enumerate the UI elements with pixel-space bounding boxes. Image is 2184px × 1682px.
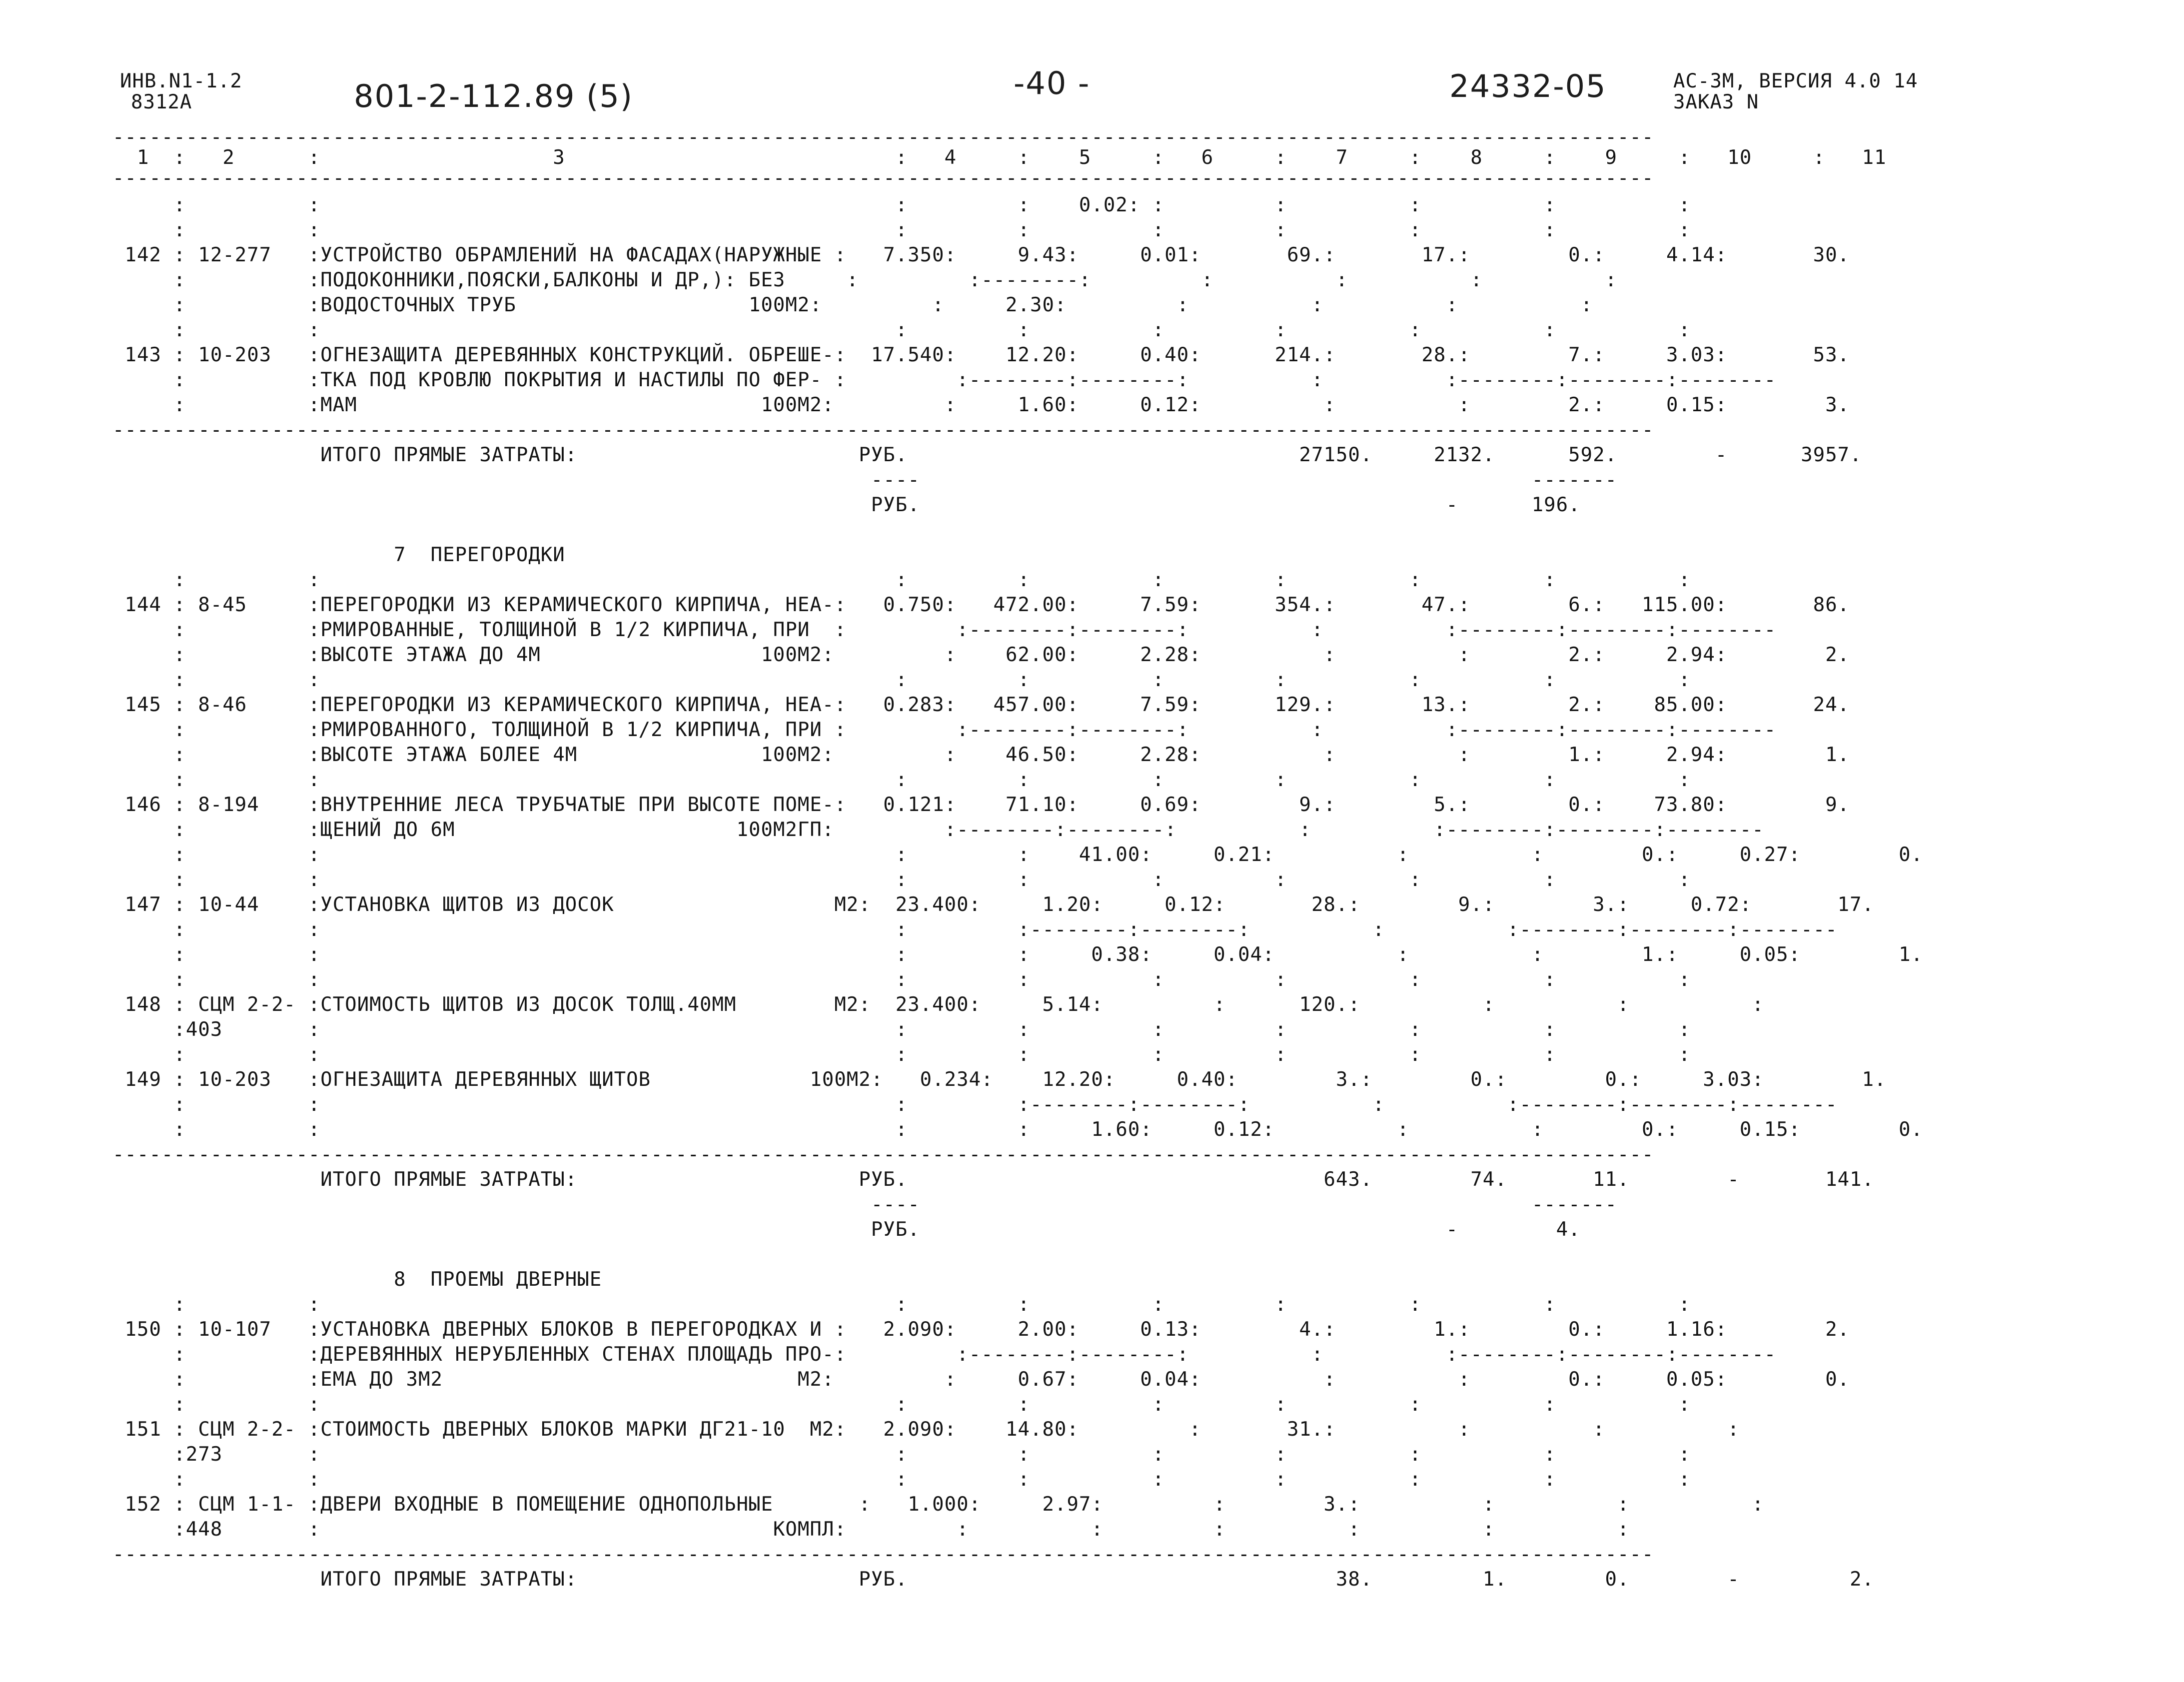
total-line: РУБ. - 196. [112, 494, 1581, 516]
listing-line: ---- ------- [112, 469, 1618, 491]
listing-line: : : : : : : : : : [112, 868, 1691, 891]
total-line: ------------------------------------------------------------------------------------------------------------------------------ [112, 1543, 1654, 1566]
table-rule: : : : : 1.60: 0.12: : : 0.: 0.15: 0. [112, 1118, 1924, 1141]
listing-line: : : : : 0.38: 0.04: : : 1.: 0.05: 1. [112, 943, 1924, 966]
table-rule: ------------------------------------------------------------------------------------------------------------------------------ [112, 419, 1654, 441]
listing-line: ИТОГО ПРЯМЫЕ ЗАТРАТЫ: РУБ. 643. 74. 11. - 141. [112, 1168, 1875, 1191]
listing-line: 148 : СЦМ 2-2- :СТОИМОСТЬ ЩИТОВ ИЗ ДОСОК ТОЛЩ.40ММ М2: 23.400: 5.14: : 120.: : : : [112, 993, 1764, 1016]
listing-line: : : : : : : : : : [112, 219, 1691, 241]
listing-line: : :РМИРОВАННЫЕ, ТОЛЩИНОЙ В 1/2 КИРПИЧА, ПРИ : :--------:--------: : :--------:--------:-------- [112, 619, 1777, 641]
listing-line: 144 : 8-45 :ПЕРЕГОРОДКИ ИЗ КЕРАМИЧЕСКОГО КИРПИЧА, НЕА-: 0.750: 472.00: 7.59: 354.: 47.: 6.: 115.00: 86. [112, 594, 1850, 616]
listing-line: : :ПОДОКОННИКИ,ПОЯСКИ,БАЛКОНЫ И ДР,): БЕЗ : :--------: : : : : [112, 269, 1618, 291]
listing-line: 150 : 10-107 :УСТАНОВКА ДВЕРНЫХ БЛОКОВ В ПЕРЕГОРОДКАХ И : 2.090: 2.00: 0.13: 4.: 1.: 0.: 1.16: 2. [112, 1318, 1850, 1341]
listing-line: : : : : : : : : : [112, 319, 1691, 341]
total-line: ИТОГО ПРЯМЫЕ ЗАТРАТЫ: РУБ. 27150. 2132. 592. - 3957. [112, 444, 1862, 466]
listing-line: : :ЕМА ДО 3М2 М2: : 0.67: 0.04: : : 0.: 0.05: 0. [112, 1368, 1850, 1391]
listing-line: 152 : СЦМ 1-1- :ДВЕРИ ВХОДНЫЕ В ПОМЕЩЕНИЕ ОДНОПОЛЬНЫЕ : 1.000: 2.97: : 3.: : : : [112, 1493, 1764, 1516]
listing-line: : : : : : : : : : [112, 669, 1691, 691]
listing-line: : : : :--------:--------: : :--------:--------:-------- [112, 918, 1838, 941]
table-rule: ------------------------------------------------------------------------------------------------------------------------------ [112, 167, 1654, 189]
order-number: ЗАКАЗ N [1673, 91, 1759, 113]
listing-line: : : : : : : : : : [112, 569, 1691, 591]
listing-line: : : : :--------:--------: : :--------:--------:-------- [112, 1093, 1838, 1116]
listing-line: : : : : 0.02: : : : : : [112, 194, 1691, 216]
listing-line: 142 : 12-277 :УСТРОЙСТВО ОБРАМЛЕНИЙ НА ФАСАДАХ(НАРУЖНЫЕ : 7.350: 9.43: 0.01: 69.: 17.: 0.: 4.14: 30. [112, 244, 1850, 266]
listing-line: :403 : : : : : : : : [112, 1018, 1691, 1041]
table-rule: :448 : КОМПЛ: : : : : : : [112, 1518, 1630, 1541]
column-header: 1 : 2 : 3 : 4 : 5 : 6 : 7 : 8 : 9 : 10 : 11 [112, 146, 1887, 169]
listing-line: 151 : СЦМ 2-2- :СТОИМОСТЬ ДВЕРНЫХ БЛОКОВ МАРКИ ДГ21-10 М2: 2.090: 14.80: : 31.: : : : [112, 1418, 1740, 1441]
listing-line: 143 : 10-203 :ОГНЕЗАЩИТА ДЕРЕВЯННЫХ КОНСТРУКЦИЙ. ОБРЕШЕ-: 17.540: 12.20: 0.40: 214.: 28.: 7.: 3.03: 53. [112, 344, 1850, 366]
section-title: 7 ПЕРЕГОРОДКИ [112, 544, 565, 566]
project-number: 801-2-112.89 (5) [354, 78, 633, 114]
listing-line: : :МАМ 100М2: : 1.60: 0.12: : : 2.: 0.15: 3. [112, 394, 1850, 416]
listing-line: 149 : 10-203 :ОГНЕЗАЩИТА ДЕРЕВЯННЫХ ЩИТОВ 100М2: 0.234: 12.20: 0.40: 3.: 0.: 0.: 3.03: 1. [112, 1068, 1887, 1091]
listing-line: 145 : 8-46 :ПЕРЕГОРОДКИ ИЗ КЕРАМИЧЕСКОГО КИРПИЧА, НЕА-: 0.283: 457.00: 7.59: 129.: 13.: 2.: 85.00: 24. [112, 694, 1850, 716]
total-line: ------------------------------------------------------------------------------------------------------------------------------ [112, 1143, 1654, 1166]
listing-line: 147 : 10-44 :УСТАНОВКА ЩИТОВ ИЗ ДОСОК М2: 23.400: 1.20: 0.12: 28.: 9.: 3.: 0.72: 17. [112, 893, 1875, 916]
listing-line: : : : : : : : : : [112, 1293, 1691, 1316]
listing-line: 8 ПРОЕМЫ ДВЕРНЫЕ [112, 1268, 602, 1291]
listing-line: : : : : : : : : : [112, 1043, 1691, 1066]
estimate-code: 24332-05 [1449, 68, 1607, 104]
program-version: АС-3М, ВЕРСИЯ 4.0 14 [1673, 70, 1918, 92]
listing-line: : :ВОДОСТОЧНЫХ ТРУБ 100М2: : 2.30: : : : : [112, 294, 1593, 316]
listing-line: ИТОГО ПРЯМЫЕ ЗАТРАТЫ: РУБ. 38. 1. 0. - 2. [112, 1568, 1875, 1591]
table-rule: ------------------------------------------------------------------------------------------------------------------------------ [112, 126, 1654, 148]
total-line: ---- ------- [112, 1193, 1618, 1216]
listing-line: : : : : 41.00: 0.21: : : 0.: 0.27: 0. [112, 843, 1924, 866]
listing-line: 146 : 8-194 :ВНУТРЕННИЕ ЛЕСА ТРУБЧАТЫЕ ПРИ ВЫСОТЕ ПОМЕ-: 0.121: 71.10: 0.69: 9.: 5.: 0.: 73.80: 9. [112, 794, 1850, 816]
listing-line: : :ЩЕНИЙ ДО 6М 100М2ГП: :--------:--------: : :--------:--------:-------- [112, 819, 1764, 841]
listing-line: : : : : : : : : : [112, 968, 1691, 991]
listing-line: :273 : : : : : : : : [112, 1443, 1691, 1466]
listing-line: : : : : : : : : : [112, 769, 1691, 791]
listing-line: : :ВЫСОТЕ ЭТАЖА БОЛЕЕ 4М 100М2: : 46.50: 2.28: : : 1.: 2.94: 1. [112, 744, 1850, 766]
listing-line: : :ВЫСОТЕ ЭТАЖА ДО 4М 100М2: : 62.00: 2.28: : : 2.: 2.94: 2. [112, 644, 1850, 666]
inventory-number: ИНВ.N1-1.2 [120, 70, 242, 92]
listing-line: РУБ. - 4. [112, 1218, 1581, 1241]
page-number: -40 - [1014, 65, 1091, 101]
inventory-number-sub: 8312А [131, 91, 192, 113]
listing-line: : : : : : : : : : [112, 1468, 1691, 1491]
listing-line: : : : : : : : : : [112, 1393, 1691, 1416]
listing-line: : :РМИРОВАННОГО, ТОЛЩИНОЙ В 1/2 КИРПИЧА, ПРИ : :--------:--------: : :--------:--------:-------- [112, 719, 1777, 741]
listing-line: : :ТКА ПОД КРОВЛЮ ПОКРЫТИЯ И НАСТИЛЫ ПО ФЕР- : :--------:--------: : :--------:--------:-------- [112, 369, 1777, 391]
listing-line: : :ДЕРЕВЯННЫХ НЕРУБЛЕННЫХ СТЕНАХ ПЛОЩАДЬ ПРО-: :--------:--------: : :--------:--------:-------- [112, 1343, 1777, 1366]
